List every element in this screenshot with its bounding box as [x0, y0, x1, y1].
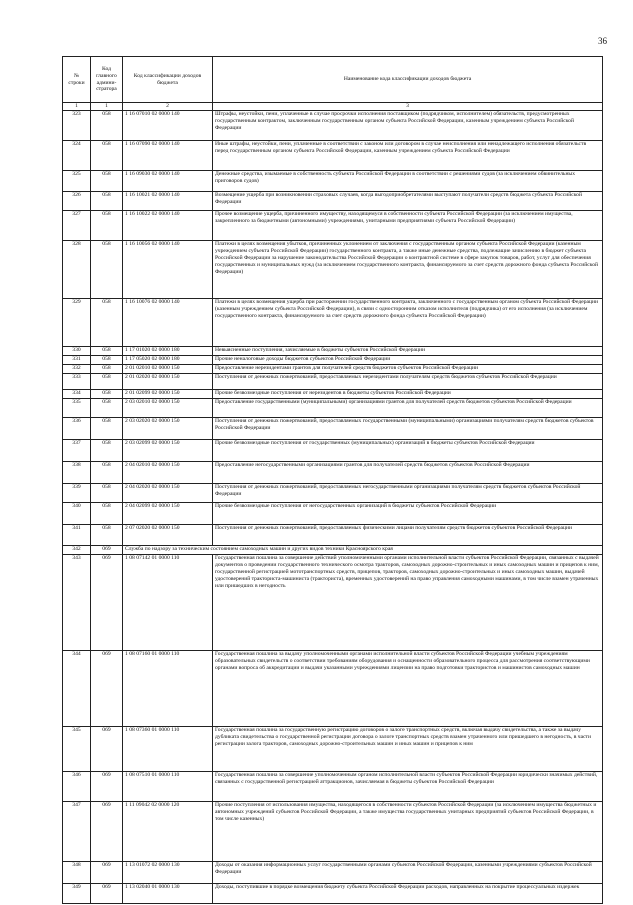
admin-code-cell: 058 — [91, 418, 123, 440]
admin-code-cell: 058 — [91, 440, 123, 462]
revenue-classification-table — [62, 56, 603, 904]
code-name-cell: Прочие безвозмездные поступления от нерезидентов в бюджеты субъектов Российской Федерации — [213, 390, 603, 399]
code-name-cell: Предоставление нерезидентами грантов для получателей средств бюджетов субъектов Российской Федерации — [213, 365, 603, 374]
classification-code-cell: 2 04 02020 02 0000 150 — [123, 484, 213, 503]
column-index-1: 1 — [63, 103, 91, 111]
code-name-cell: Возмещение ущерба при возникновении страховых случаев, когда выгодоприобретателями выступают получатели средств бюджета субъекта Российской Федерации — [213, 192, 603, 211]
classification-code-cell: 2 03 02099 02 0000 150 — [123, 440, 213, 462]
code-name-cell: Прочие безвозмездные поступления от негосударственных организаций в бюджеты субъектов Российской Федерации — [213, 503, 603, 525]
admin-code-cell: 058 — [91, 484, 123, 503]
admin-code-cell: 058 — [91, 390, 123, 399]
admin-code-cell: 069 — [91, 651, 123, 727]
admin-code-cell: 058 — [91, 299, 123, 347]
column-index-3: 3 — [213, 103, 603, 111]
admin-code-cell: 058 — [91, 525, 123, 546]
table-row — [63, 484, 603, 503]
row-number-cell: 336 — [63, 418, 91, 440]
table-row — [63, 241, 603, 299]
table-row — [63, 418, 603, 440]
admin-code-cell: 058 — [91, 462, 123, 484]
table-row — [63, 347, 603, 356]
classification-code-cell: 1 08 07160 01 0000 110 — [123, 651, 213, 727]
table-row — [63, 111, 603, 141]
header-row-number: № строки — [63, 57, 91, 103]
column-index-1: 1 — [91, 103, 123, 111]
row-number-cell: 329 — [63, 299, 91, 347]
admin-code-cell: 069 — [91, 772, 123, 802]
admin-code-cell: 069 — [91, 884, 123, 904]
row-number-cell: 344 — [63, 651, 91, 727]
row-number-cell: 340 — [63, 503, 91, 525]
table-row — [63, 525, 603, 546]
row-number-cell: 343 — [63, 555, 91, 651]
classification-code-cell: 1 16 10022 02 0000 140 — [123, 211, 213, 241]
admin-code-cell: 058 — [91, 111, 123, 141]
code-name-cell: Поступления от денежных пожертвований, предоставляемых нерезидентами получателям средств бюджетов субъектов Российской Федерации — [213, 374, 603, 390]
table-row — [63, 440, 603, 462]
classification-code-cell: 1 16 07010 02 0000 140 — [123, 111, 213, 141]
code-name-cell: Иные штрафы, неустойки, пени, уплаченные в соответствии с законом или договором в случае неисполнения или ненадлежащего исполнения обязательств перед государственным органом субъекта Российской Федерации, казенным учреждением субъекта Российской Федерации — [213, 141, 603, 171]
classification-code-cell: 1 08 07360 01 0000 110 — [123, 727, 213, 772]
table-row — [63, 546, 603, 555]
classification-code-cell: 1 13 01072 02 0000 130 — [123, 862, 213, 884]
section-title-cell: Служба по надзору за техническим состоянием самоходных машин и других видов техники Красноярского края — [123, 546, 603, 555]
code-name-cell: Предоставление государственными (муниципальными) организациями грантов для получателей средств бюджетов субъектов Российской Федерации — [213, 399, 603, 418]
code-name-cell: Штрафы, неустойки, пени, уплаченные в случае просрочки исполнения поставщиком (подрядчиком, исполнителем) обязательств, предусмотренных государственным контрактом, заключенным государственным органом субъекта Российской Федерации, казенным учреждением субъекта Российской Федерации — [213, 111, 603, 141]
row-number-cell: 338 — [63, 462, 91, 484]
code-name-cell: Государственная пошлина за совершение действий уполномоченными органами исполнительной власти субъектов Российской Федерации, связанных с выдачей документов о проведении государственного технического осмотра тракторов, самоходных дорожно-строительных и иных самоходных машин и прицепов к ним, государственной регистрацией мототранспортных средств, прицепов, тракторов, самоходных дорожно-строительных и иных самоходных машин, выдачей удостоверений тракториста-машиниста (тракториста), временных удостоверений на право управления самоходными машинами, в том числе взамен утраченных или пришедших в негодность — [213, 555, 603, 651]
row-number-cell: 347 — [63, 802, 91, 862]
code-name-cell: Поступления от денежных пожертвований, предоставляемых государственными (муниципальными) организациями получателям средств бюджетов субъектов Российской Федерации — [213, 418, 603, 440]
code-name-cell: Денежные средства, изымаемые в собственность субъекта Российской Федерации в соответствии с решениями судов (за исключением обвинительных приговоров судов) — [213, 171, 603, 192]
table-row — [63, 862, 603, 884]
row-number-cell: 349 — [63, 884, 91, 904]
classification-code-cell: 2 03 02010 02 0000 150 — [123, 399, 213, 418]
classification-code-cell: 2 04 02010 02 0000 150 — [123, 462, 213, 484]
classification-code-cell: 1 16 10021 02 0000 140 — [123, 192, 213, 211]
admin-code-cell: 069 — [91, 546, 123, 555]
admin-code-cell: 058 — [91, 347, 123, 356]
row-number-cell: 323 — [63, 111, 91, 141]
classification-code-cell: 1 17 05020 02 0000 180 — [123, 356, 213, 365]
row-number-cell: 331 — [63, 356, 91, 365]
admin-code-cell: 069 — [91, 862, 123, 884]
admin-code-cell: 058 — [91, 503, 123, 525]
table-row — [63, 390, 603, 399]
code-name-cell: Прочие поступления от использования имущества, находящегося в собственности субъектов Российской Федерации (за исключением имущества бюджетных и автономных учреждений субъектов Российской Федерации, а также имущества государственных унитарных предприятий субъектов Российской Федерации, в том числе казенных) — [213, 802, 603, 862]
admin-code-cell: 058 — [91, 374, 123, 390]
table-row — [63, 171, 603, 192]
table-row — [63, 503, 603, 525]
row-number-cell: 324 — [63, 141, 91, 171]
row-number-cell: 325 — [63, 171, 91, 192]
row-number-cell: 339 — [63, 484, 91, 503]
header-admin-code: Код главного админи-стратора — [91, 57, 123, 103]
admin-code-cell: 069 — [91, 727, 123, 772]
classification-code-cell: 2 07 02020 02 0000 150 — [123, 525, 213, 546]
classification-code-cell: 1 16 10076 02 0000 140 — [123, 299, 213, 347]
code-name-cell: Государственная пошлина за государственную регистрацию договоров о залоге транспортных средств, включая выдачу свидетельства, а также за выдачу дубликата свидетельства о государственной регистрации договора о залоге транспортных средств взамен утраченного или пришедшего в негодность, в части регистрации залога тракторов, самоходных дорожно-строительных машин и иных машин и прицепов к ним — [213, 727, 603, 772]
classification-code-cell: 1 17 01020 02 0000 180 — [123, 347, 213, 356]
code-name-cell: Прочее возмещение ущерба, причиненного имуществу, находящемуся в собственности субъекта Российской Федерации (за исключением имущества, закрепленного за бюджетными (автономными) учреждениями, унитарными предприятиями субъекта Российской Федерации) — [213, 211, 603, 241]
admin-code-cell: 069 — [91, 802, 123, 862]
table-row — [63, 884, 603, 904]
row-number-cell: 346 — [63, 772, 91, 802]
classification-code-cell: 2 01 02010 02 0000 150 — [123, 365, 213, 374]
code-name-cell: Невыясненные поступления, зачисляемые в бюджеты субъектов Российской Федерации — [213, 347, 603, 356]
table-row — [63, 141, 603, 171]
row-number-cell: 335 — [63, 399, 91, 418]
classification-code-cell: 1 13 02040 01 0000 130 — [123, 884, 213, 904]
admin-code-cell: 058 — [91, 399, 123, 418]
admin-code-cell: 069 — [91, 555, 123, 651]
admin-code-cell: 058 — [91, 171, 123, 192]
classification-code-cell: 1 16 10056 02 0000 140 — [123, 241, 213, 299]
table-row — [63, 192, 603, 211]
admin-code-cell: 058 — [91, 141, 123, 171]
code-name-cell: Прочие неналоговые доходы бюджетов субъектов Российской Федерации — [213, 356, 603, 365]
admin-code-cell: 058 — [91, 356, 123, 365]
code-name-cell: Государственная пошлина за выдачу уполномоченными органами исполнительной власти субъектов Российской Федерации учебным учреждениям образовательных свидетельств о соответствии требованиям оборудования и оснащенности образовательного процесса для рассмотрения соответствующими органами вопроса об аккредитации и выдачи указанными учреждениями лицензии на право подготовки трактористов и машинистов самоходных машин — [213, 651, 603, 727]
admin-code-cell: 058 — [91, 211, 123, 241]
row-number-cell: 341 — [63, 525, 91, 546]
code-name-cell: Прочие безвозмездные поступления от государственных (муниципальных) организаций в бюджеты субъектов Российской Федерации — [213, 440, 603, 462]
admin-code-cell: 058 — [91, 365, 123, 374]
row-number-cell: 326 — [63, 192, 91, 211]
admin-code-cell: 058 — [91, 241, 123, 299]
code-name-cell: Доходы от оказания информационных услуг государственными органами субъектов Российской Федерации, казенными учреждениями субъектов Российской Федерации — [213, 862, 603, 884]
header-classification-code: Код классификации доходов бюджета — [123, 57, 213, 103]
classification-code-cell: 2 04 02099 02 0000 150 — [123, 503, 213, 525]
row-number-cell: 333 — [63, 374, 91, 390]
classification-code-cell: 1 11 09042 02 0000 120 — [123, 802, 213, 862]
classification-code-cell: 2 01 02020 02 0000 150 — [123, 374, 213, 390]
code-name-cell: Платежи в целях возмещения ущерба при расторжении государственного контракта, заключенного с государственным органом субъекта Российской Федерации (казенным учреждением субъекта Российской Федерации), в связи с односторонним отказом исполнителя (подрядчика) от его исполнения (за исключением государственного контракта, финансируемого за счет средств дорожного фонда субъекта Российской Федерации) — [213, 299, 603, 347]
row-number-cell: 337 — [63, 440, 91, 462]
table-row — [63, 399, 603, 418]
column-index-2: 2 — [123, 103, 213, 111]
classification-code-cell: 2 01 02099 02 0000 150 — [123, 390, 213, 399]
row-number-cell: 330 — [63, 347, 91, 356]
table-row — [63, 727, 603, 772]
table-row — [63, 651, 603, 727]
header-code-name: Наименование кода классификации доходов бюджета — [213, 57, 603, 103]
code-name-cell: Платежи в целях возмещения убытков, причиненных уклонением от заключения с государственным органом субъекта Российской Федерации (казенным учреждением субъекта Российской Федерации) государственного контракта, а также иные денежные средства, подлежащие зачислению в бюджет субъекта Российской Федерации за нарушение законодательства Российской Федерации о контрактной системе в сфере закупок товаров, работ, услуг для обеспечения государственных и муниципальных нужд (за исключением государственного контракта, финансируемого за счет средств дорожного фонда субъекта Российской Федерации) — [213, 241, 603, 299]
row-number-cell: 327 — [63, 211, 91, 241]
code-name-cell: Государственная пошлина за совершение уполномоченным органом исполнительной власти субъектов Российской Федерации юридически значимых действий, связанных с государственной регистрацией аттракционов, зачисляемая в бюджеты субъектов Российской Федерации — [213, 772, 603, 802]
table-row — [63, 356, 603, 365]
row-number-cell: 348 — [63, 862, 91, 884]
classification-code-cell: 1 08 07142 01 0000 110 — [123, 555, 213, 651]
table-row — [63, 555, 603, 651]
classification-code-cell: 1 16 09030 02 0000 140 — [123, 171, 213, 192]
row-number-cell: 332 — [63, 365, 91, 374]
row-number-cell: 345 — [63, 727, 91, 772]
admin-code-cell: 058 — [91, 192, 123, 211]
code-name-cell: Поступления от денежных пожертвований, предоставляемых негосударственными организациями получателям средств бюджетов субъектов Российской Федерации — [213, 484, 603, 503]
table-row — [63, 211, 603, 241]
classification-code-cell: 1 08 07510 01 0000 110 — [123, 772, 213, 802]
table-row — [63, 299, 603, 347]
code-name-cell: Поступления от денежных пожертвований, предоставляемых физическими лицами получателям средств бюджетов субъектов Российской Федерации — [213, 525, 603, 546]
table-row — [63, 772, 603, 802]
classification-code-cell: 1 16 07090 02 0000 140 — [123, 141, 213, 171]
table-row — [63, 365, 603, 374]
table-row — [63, 374, 603, 390]
table-row — [63, 462, 603, 484]
classification-code-cell: 2 03 02020 02 0000 150 — [123, 418, 213, 440]
code-name-cell: Предоставление негосударственными организациями грантов для получателей средств бюджетов субъектов Российской Федерации — [213, 462, 603, 484]
table-row — [63, 802, 603, 862]
page-number: 36 — [598, 36, 607, 46]
row-number-cell: 342 — [63, 546, 91, 555]
code-name-cell: Доходы, поступившие в порядке возмещения бюджету субъекта Российской Федерации расходов, направленных на покрытие процессуальных издержек — [213, 884, 603, 904]
row-number-cell: 334 — [63, 390, 91, 399]
row-number-cell: 328 — [63, 241, 91, 299]
